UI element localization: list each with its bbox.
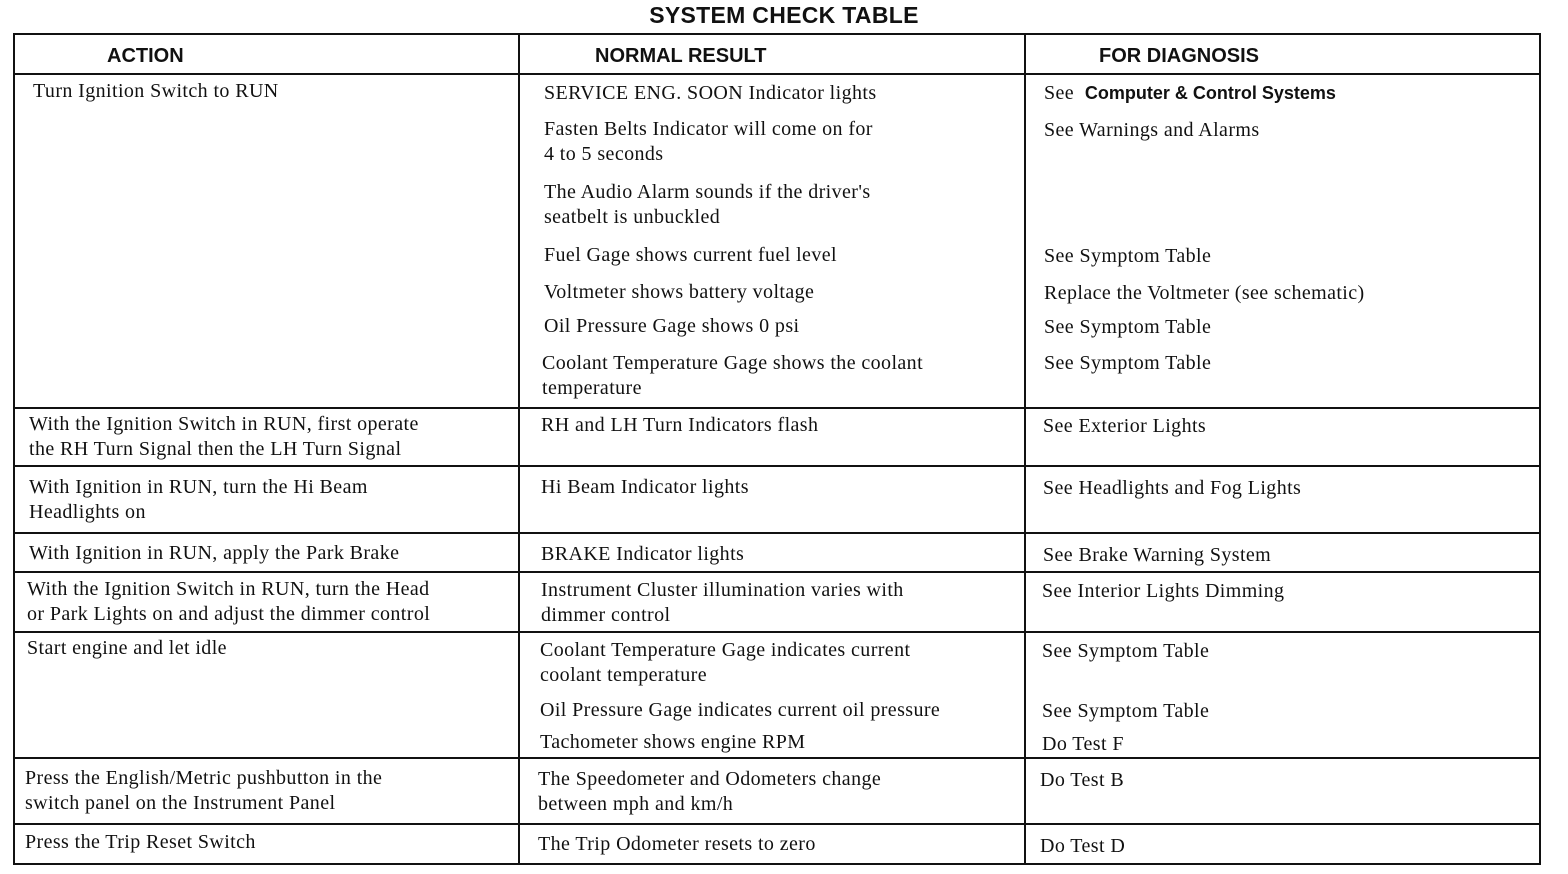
result-cell [541, 475, 749, 500]
diagnosis-cell: See Symptom Table [1044, 352, 1212, 374]
diagnosis-reference: Computer & Control Systems [1084, 83, 1336, 103]
result-line: The Trip Odometer resets to zero [538, 833, 816, 855]
action-line: With Ignition in RUN, turn the Hi Beam [29, 476, 368, 498]
result-line: The Audio Alarm sounds if the driver's [544, 181, 871, 203]
row-divider [15, 571, 1539, 573]
result-cell [538, 767, 881, 817]
action-line: With Ignition in RUN, apply the Park Brake [29, 542, 400, 564]
result-line: Fasten Belts Indicator will come on for [544, 118, 873, 140]
diagnosis-cell: See Headlights and Fog Lights [1043, 477, 1302, 499]
action-line: With the Ignition Switch in RUN, first operate [29, 413, 419, 435]
action-cell [29, 541, 399, 566]
header-action: ACTION [107, 45, 184, 67]
action-cell [27, 577, 430, 627]
diagnosis-cell: See Brake Warning System [1043, 544, 1272, 566]
result-line: seatbelt is unbuckled [544, 206, 721, 228]
header-for-diagnosis: FOR DIAGNOSIS [1099, 45, 1260, 67]
result-line: dimmer control [541, 604, 671, 626]
diagnosis-cell: See Symptom Table [1042, 700, 1210, 722]
diagnosis-cell: See Symptom Table [1044, 245, 1212, 267]
diagnosis-cell: Replace the Voltmeter (see schematic) [1044, 282, 1365, 304]
action-line: the RH Turn Signal then the LH Turn Signal [29, 438, 402, 460]
diagnosis-cell: Do Test D [1040, 835, 1126, 857]
result-line: SERVICE ENG. SOON Indicator lights [544, 82, 877, 104]
result-line: Hi Beam Indicator lights [541, 476, 749, 498]
result-cell [541, 542, 744, 567]
table-title: SYSTEM CHECK TABLE [649, 2, 919, 28]
row-divider [15, 407, 1539, 409]
result-line: temperature [542, 377, 642, 399]
header-divider [15, 73, 1539, 75]
result-cell [541, 413, 818, 438]
result-line: Instrument Cluster illumination varies with [541, 579, 904, 601]
result-line: 4 to 5 seconds [544, 143, 664, 165]
result-cell [544, 81, 877, 106]
result-line: Fuel Gage shows current fuel level [544, 244, 837, 266]
header-normal-result: NORMAL RESULT [595, 45, 767, 67]
action-line: Start engine and let idle [27, 637, 227, 659]
action-cell [25, 766, 382, 816]
result-cell [540, 730, 805, 755]
result-line: Coolant Temperature Gage shows the coolant [542, 352, 924, 374]
result-line: between mph and km/h [538, 793, 734, 815]
row-divider [15, 757, 1539, 759]
diagnosis-cell: See Warnings and Alarms [1044, 119, 1260, 141]
result-cell [541, 578, 904, 628]
result-line: coolant temperature [540, 664, 707, 686]
result-cell [540, 698, 940, 723]
result-line: Oil Pressure Gage shows 0 psi [544, 315, 800, 337]
result-line: RH and LH Turn Indicators flash [541, 414, 819, 436]
row-divider [15, 631, 1539, 633]
action-cell [25, 830, 256, 855]
diagnosis-cell: See Symptom Table [1042, 640, 1210, 662]
diagnosis-cell: See Symptom Table [1044, 316, 1212, 338]
result-cell [540, 638, 910, 688]
result-cell [544, 180, 871, 230]
diagnosis-cell: See Exterior Lights [1043, 415, 1207, 437]
result-line: BRAKE Indicator lights [541, 543, 745, 565]
action-cell [29, 475, 368, 525]
result-cell [544, 243, 837, 268]
action-line: switch panel on the Instrument Panel [25, 792, 336, 814]
column-divider [518, 35, 520, 863]
action-line: Press the Trip Reset Switch [25, 831, 256, 853]
action-cell [29, 412, 419, 462]
result-line: The Speedometer and Odometers change [538, 768, 882, 790]
column-divider [1024, 35, 1026, 863]
result-line: Voltmeter shows battery voltage [544, 281, 815, 303]
action-line: Turn Ignition Switch to RUN [33, 80, 279, 102]
action-line: or Park Lights on and adjust the dimmer control [27, 603, 431, 625]
result-cell [544, 280, 814, 305]
row-divider [15, 465, 1539, 467]
result-line: Tachometer shows engine RPM [540, 731, 806, 753]
diagnosis-cell [1044, 81, 1336, 106]
result-cell [538, 832, 816, 857]
result-cell [544, 314, 799, 339]
row-divider [15, 823, 1539, 825]
diagnosis-cell: See Interior Lights Dimming [1042, 580, 1285, 602]
action-line: Headlights on [29, 501, 146, 523]
diagnosis-cell: Do Test B [1040, 769, 1125, 791]
action-line: Press the English/Metric pushbutton in the [25, 767, 383, 789]
result-line: Oil Pressure Gage indicates current oil pressure [540, 699, 941, 721]
action-line: With the Ignition Switch in RUN, turn the Head [27, 578, 430, 600]
result-cell [544, 117, 873, 167]
row-divider [15, 532, 1539, 534]
action-cell [33, 79, 279, 104]
action-cell [27, 636, 227, 661]
result-line: Coolant Temperature Gage indicates current [540, 639, 911, 661]
result-cell [542, 351, 923, 401]
system-check-table [13, 33, 1541, 865]
diagnosis-cell: Do Test F [1042, 733, 1124, 755]
diagnosis-prefix: See [1044, 82, 1075, 104]
